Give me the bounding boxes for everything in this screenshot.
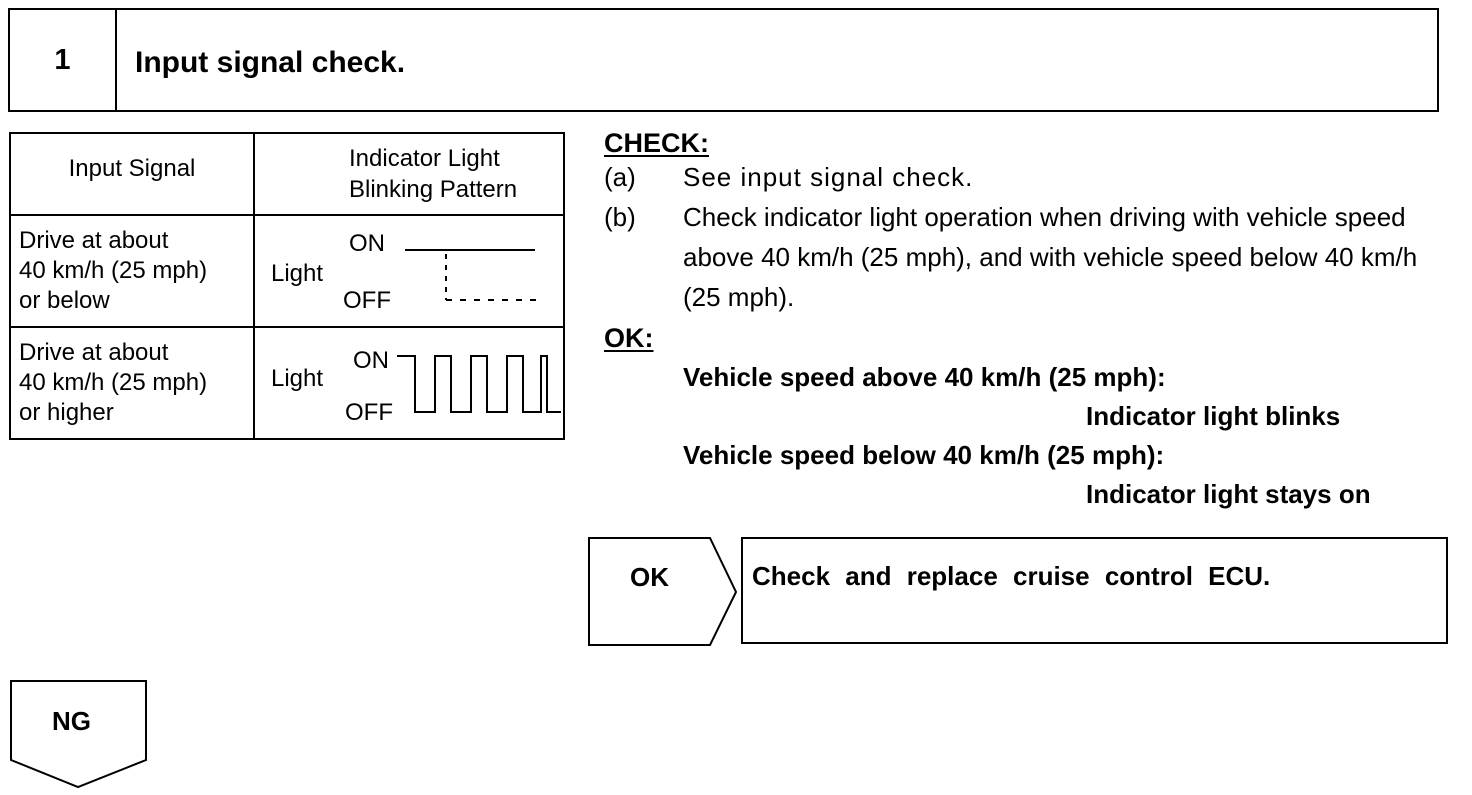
step-title: Input signal check. <box>135 46 406 79</box>
condition-line: or higher <box>19 399 114 426</box>
ok-result: Indicator light stays on <box>1086 479 1371 509</box>
ok-decision-label: OK <box>630 562 669 592</box>
blinking-pattern-diagram <box>255 328 563 438</box>
condition-line: Drive at about <box>19 227 169 254</box>
light-label: Light <box>271 260 324 287</box>
check-item <box>604 197 1464 317</box>
on-label: ON <box>349 230 385 257</box>
check-item-letter: (b) <box>604 202 636 232</box>
condition-cell <box>10 327 254 439</box>
condition-line: Drive at about <box>19 339 169 366</box>
check-item <box>604 157 1464 197</box>
blink-waveform <box>397 356 561 412</box>
ok-decision-box <box>588 537 740 652</box>
check-item-text: See input signal check. <box>683 162 974 192</box>
condition-line: or below <box>19 287 110 314</box>
check-item-letter: (a) <box>604 162 636 192</box>
steady-pattern-diagram <box>255 216 563 326</box>
step-header <box>8 8 1439 112</box>
header-line-1: Indicator Light <box>349 145 500 172</box>
light-label: Light <box>271 365 324 392</box>
pattern-cell <box>254 327 564 439</box>
pattern-cell <box>254 215 564 327</box>
check-label: CHECK: <box>604 128 709 158</box>
step-number: 1 <box>10 10 117 110</box>
condition-line: 40 km/h (25 mph) <box>19 369 208 396</box>
header-line-2: Blinking Pattern <box>349 176 518 203</box>
check-section <box>604 128 1464 514</box>
condition-line: 40 km/h (25 mph) <box>19 257 208 284</box>
ok-condition: Vehicle speed below 40 km/h (25 mph): <box>683 440 1165 470</box>
check-item-text: Check indicator light operation when driving with vehicle speed above 40 km/h (25 mph), and with vehicle speed below 40 km/h (25 mph). <box>683 202 1418 312</box>
ng-decision-box <box>10 680 150 795</box>
header-blinking-pattern <box>254 133 564 215</box>
signal-table <box>9 132 565 440</box>
ok-condition: Vehicle speed above 40 km/h (25 mph): <box>683 362 1166 392</box>
off-label: OFF <box>343 287 391 314</box>
ok-result: Indicator light blinks <box>1086 401 1341 431</box>
off-label: OFF <box>345 399 393 426</box>
ok-label: OK: <box>604 323 654 353</box>
condition-cell <box>10 215 254 327</box>
header-input-signal: Input Signal <box>10 133 254 215</box>
ok-action-text: Check and replace cruise control ECU. <box>752 561 1271 591</box>
ok-action-box <box>741 537 1448 644</box>
on-label: ON <box>353 347 389 374</box>
ng-decision-label: NG <box>52 706 91 736</box>
